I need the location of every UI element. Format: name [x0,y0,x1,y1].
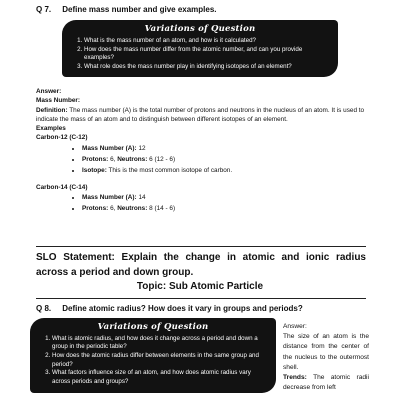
variations-list [38,335,268,386]
section-divider [36,246,366,247]
list-item [82,204,366,213]
variations-list [70,37,330,71]
variation-item: 3. What factors influence size of an atom, and how does atomic radius vary across periods and groups? [52,369,268,386]
variation-item: 1. What is the mass number of an atom, and how is it calculated? [84,37,330,45]
mass-number-heading: Mass Number: [36,97,81,105]
answer-label: Answer: [36,88,62,95]
list-item [82,193,366,202]
list-item [82,166,366,175]
question-text: Define atomic radius? How does it vary in groups and periods? [62,304,303,313]
neutrons-value: 6 (12 - 6) [149,155,176,163]
topic-line: Topic: Sub Atomic Particle [136,281,264,292]
question-number: Q 8. [36,304,52,313]
definition-label: Definition: [36,106,68,114]
variations-heading: Variations of Question [97,322,209,332]
slo-statement: SLO Statement: Explain the change in atomic and ionic radius across a period and down group. [36,252,366,278]
carbon14-list [36,193,366,214]
answer-text: The size of an atom is the distance from the center of the nucleus to the outermost shell. [283,333,369,371]
neutrons-label: Neutrons: [117,155,148,163]
answer-label: Answer: [283,323,307,330]
carbon14-title: Carbon-14 (C-14) [36,183,88,191]
mass-value: 14 [138,193,146,201]
protons-value: 6, [110,205,116,213]
mass-value: 12 [138,144,146,152]
trends-paragraph [283,373,369,393]
mass-label: Mass Number (A): [82,144,137,152]
variation-item: 3. What role does the mass number play in identifying isotopes of an element? [84,63,330,71]
isotope-value: This is the most common isotope of carbon. [108,167,233,175]
variations-box-q7 [62,20,338,77]
variations-heading: Variations of Question [144,24,256,34]
question-8-title [36,304,303,313]
variation-item: 2. How does the mass number differ from the atomic number, and can you provide examples? [84,46,330,63]
list-item [82,144,366,153]
definition-paragraph [36,106,366,125]
neutrons-label: Neutrons: [117,205,148,213]
carbon12-title: Carbon-12 (C-12) [36,134,88,142]
neutrons-value: 8 (14 - 6) [149,205,176,213]
variation-item: 1. What is atomic radius, and how does it change across a period and down a group in the periodic table? [52,335,268,352]
isotope-label: Isotope: [82,167,107,175]
variations-box-q8 [30,318,276,393]
definition-text: The mass number (A) is the total number of protons and neutrons in the nucleus of an atom. It is used to indicate the mass of an atom and to distinguish between different isotopes of an element. [36,106,365,123]
section-divider [36,298,366,299]
q7-answer [36,87,366,215]
examples-label: Examples [36,125,66,133]
trends-label: Trends: [283,374,307,382]
protons-label: Protons: [82,155,109,163]
protons-value: 6, [110,155,116,163]
list-item [82,155,366,164]
mass-label: Mass Number (A): [82,193,137,201]
protons-label: Protons: [82,205,109,213]
question-number: Q 7. [36,5,52,14]
q8-answer [283,322,369,394]
variation-item: 2. How does the atomic radius differ between elements in the same group and period? [52,352,268,369]
trends-text: The atomic radii decrease from left [283,374,369,392]
question-7-title [36,5,217,14]
question-text: Define mass number and give examples. [62,5,217,14]
carbon12-list [36,144,366,176]
